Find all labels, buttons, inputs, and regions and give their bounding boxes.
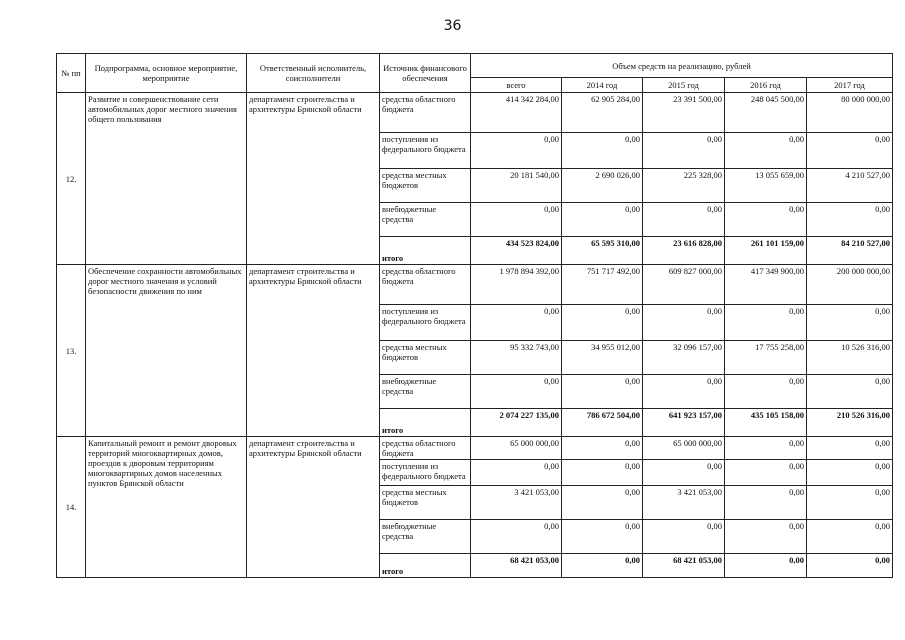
table-row <box>57 93 893 133</box>
amount-value: 0,00 <box>562 437 643 460</box>
funding-source: средства областного бюджета <box>380 265 471 305</box>
amount-value: 248 045 500,00 <box>725 93 807 133</box>
total-value: 435 105 158,00 <box>725 409 807 437</box>
amount-value: 0,00 <box>725 437 807 460</box>
amount-value: 13 055 659,00 <box>725 169 807 203</box>
header-year-total: всего <box>471 78 562 93</box>
amount-value: 0,00 <box>725 305 807 341</box>
amount-value: 751 717 492,00 <box>562 265 643 305</box>
amount-value: 0,00 <box>643 375 725 409</box>
amount-value: 225 328,00 <box>643 169 725 203</box>
header-num: № пп <box>57 54 86 93</box>
amount-value: 0,00 <box>643 305 725 341</box>
amount-value: 0,00 <box>725 486 807 520</box>
funding-source: поступления из федерального бюджета <box>380 133 471 169</box>
total-label: итого <box>380 554 471 578</box>
amount-value: 0,00 <box>471 375 562 409</box>
amount-value: 3 421 053,00 <box>471 486 562 520</box>
amount-value: 417 349 900,00 <box>725 265 807 305</box>
total-value: 2 074 227 135,00 <box>471 409 562 437</box>
amount-value: 0,00 <box>562 460 643 486</box>
amount-value: 0,00 <box>807 437 893 460</box>
amount-value: 65 000 000,00 <box>471 437 562 460</box>
amount-value: 0,00 <box>643 520 725 554</box>
amount-value: 0,00 <box>807 520 893 554</box>
total-value: 641 923 157,00 <box>643 409 725 437</box>
amount-value: 0,00 <box>562 203 643 237</box>
amount-value: 0,00 <box>562 486 643 520</box>
header-executor: Ответственный исполнитель, соисполнители <box>247 54 380 93</box>
total-value: 0,00 <box>562 554 643 578</box>
amount-value: 0,00 <box>562 133 643 169</box>
amount-value: 0,00 <box>643 203 725 237</box>
funding-table <box>56 53 893 578</box>
funding-source: поступления из федерального бюджета <box>380 305 471 341</box>
amount-value: 95 332 743,00 <box>471 341 562 375</box>
executor-name: департамент строительства и архитектуры Брянской области <box>247 93 380 265</box>
amount-value: 609 827 000,00 <box>643 265 725 305</box>
amount-value: 3 421 053,00 <box>643 486 725 520</box>
amount-value: 0,00 <box>562 375 643 409</box>
total-label: итого <box>380 237 471 265</box>
amount-value: 0,00 <box>562 305 643 341</box>
funding-source: поступления из федерального бюджета <box>380 460 471 486</box>
amount-value: 65 000 000,00 <box>643 437 725 460</box>
header-year-2016: 2016 год <box>725 78 807 93</box>
amount-value: 20 181 540,00 <box>471 169 562 203</box>
funding-source: внебюджетные средства <box>380 520 471 554</box>
table-row <box>57 437 893 460</box>
amount-value: 0,00 <box>643 460 725 486</box>
funding-source: средства местных бюджетов <box>380 169 471 203</box>
total-value: 65 595 310,00 <box>562 237 643 265</box>
amount-value: 23 391 500,00 <box>643 93 725 133</box>
amount-value: 0,00 <box>471 305 562 341</box>
amount-value: 0,00 <box>725 203 807 237</box>
row-number: 13. <box>57 265 86 437</box>
funding-source: внебюджетные средства <box>380 375 471 409</box>
amount-value: 0,00 <box>807 375 893 409</box>
amount-value: 4 210 527,00 <box>807 169 893 203</box>
amount-value: 0,00 <box>807 460 893 486</box>
amount-value: 0,00 <box>471 460 562 486</box>
amount-value: 62 905 284,00 <box>562 93 643 133</box>
header-source: Источник финансового обеспечения <box>380 54 471 93</box>
total-value: 786 672 504,00 <box>562 409 643 437</box>
amount-value: 0,00 <box>725 133 807 169</box>
amount-value: 0,00 <box>725 460 807 486</box>
amount-value: 34 955 012,00 <box>562 341 643 375</box>
amount-value: 0,00 <box>562 520 643 554</box>
funding-source: средства местных бюджетов <box>380 486 471 520</box>
funding-source: внебюджетные средства <box>380 203 471 237</box>
total-value: 261 101 159,00 <box>725 237 807 265</box>
amount-value: 0,00 <box>643 133 725 169</box>
header-year-2015: 2015 год <box>643 78 725 93</box>
amount-value: 32 096 157,00 <box>643 341 725 375</box>
amount-value: 200 000 000,00 <box>807 265 893 305</box>
program-name: Развитие и совершенствование сети автомобильных дорог местного значения общего пользования <box>86 93 247 265</box>
row-number: 14. <box>57 437 86 578</box>
total-value: 0,00 <box>807 554 893 578</box>
header-program: Подпрограмма, основное мероприятие, мероприятие <box>86 54 247 93</box>
total-label: итого <box>380 409 471 437</box>
table-row <box>57 265 893 305</box>
amount-value: 0,00 <box>807 305 893 341</box>
amount-value: 10 526 316,00 <box>807 341 893 375</box>
amount-value: 0,00 <box>807 133 893 169</box>
program-name: Обеспечение сохранности автомобильных дорог местного значения и условий безопасности движения по ним <box>86 265 247 437</box>
amount-value: 0,00 <box>807 203 893 237</box>
amount-value: 0,00 <box>725 375 807 409</box>
total-value: 434 523 824,00 <box>471 237 562 265</box>
funding-source: средства областного бюджета <box>380 93 471 133</box>
total-value: 0,00 <box>725 554 807 578</box>
amount-value: 0,00 <box>807 486 893 520</box>
amount-value: 2 690 026,00 <box>562 169 643 203</box>
program-name: Капитальный ремонт и ремонт дворовых территорий многоквартирных домов, проездов к дворовым территориям многоквартирных домов населенных пунктов Брянской области <box>86 437 247 578</box>
amount-value: 414 342 284,00 <box>471 93 562 133</box>
amount-value: 0,00 <box>471 203 562 237</box>
executor-name: департамент строительства и архитектуры Брянской области <box>247 265 380 437</box>
row-number: 12. <box>57 93 86 265</box>
amount-value: 0,00 <box>471 520 562 554</box>
executor-name: департамент строительства и архитектуры Брянской области <box>247 437 380 578</box>
amount-value: 17 755 258,00 <box>725 341 807 375</box>
total-value: 68 421 053,00 <box>643 554 725 578</box>
total-value: 23 616 828,00 <box>643 237 725 265</box>
total-value: 210 526 316,00 <box>807 409 893 437</box>
amount-value: 0,00 <box>471 133 562 169</box>
page-number: 36 <box>443 18 462 34</box>
header-volume: Объем средств на реализацию, рублей <box>471 54 893 78</box>
amount-value: 80 000 000,00 <box>807 93 893 133</box>
amount-value: 0,00 <box>725 520 807 554</box>
header-year-2014: 2014 год <box>562 78 643 93</box>
funding-source: средства местных бюджетов <box>380 341 471 375</box>
header-year-2017: 2017 год <box>807 78 893 93</box>
total-value: 68 421 053,00 <box>471 554 562 578</box>
total-value: 84 210 527,00 <box>807 237 893 265</box>
funding-source: средства областного бюджета <box>380 437 471 460</box>
table-body <box>57 93 893 578</box>
amount-value: 1 978 894 392,00 <box>471 265 562 305</box>
